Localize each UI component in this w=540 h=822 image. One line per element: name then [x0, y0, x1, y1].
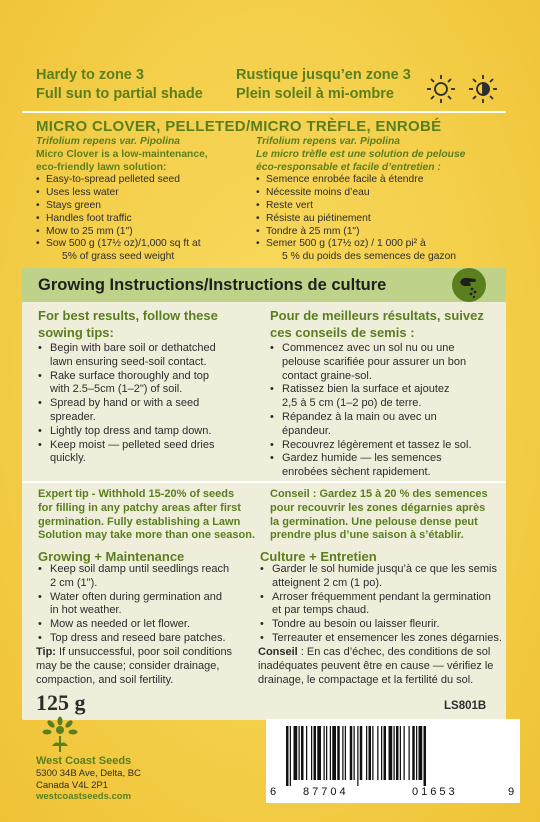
list-item: • Répandez à la main ou avec un épandeur. [270, 411, 506, 439]
tip-line: inadéquates peuvent être en cause — vérifiez le [258, 659, 494, 672]
address-line-2: Canada V4L 2P1 [36, 779, 109, 791]
features-list-fr [256, 174, 506, 264]
intro-en-1: Micro Clover is a low-maintenance, [36, 148, 208, 160]
expert-tip-en [38, 488, 260, 543]
barcode-bar [366, 726, 367, 780]
seed-hand-icon [452, 268, 486, 302]
sun-fr: Plein soleil à mi-ombre [236, 86, 394, 102]
sun-exposure-icons [424, 72, 504, 106]
barcode-digits-right: 01653 [412, 786, 458, 798]
list-item-continued: 5 % du poids des semences de gazon [282, 251, 457, 263]
barcode-digit-last: 9 [508, 786, 515, 798]
barcode-bar [314, 726, 317, 780]
heading-line: ces conseils de semis : [270, 324, 415, 340]
barcode-bar [424, 726, 427, 786]
tip-line: la germination. Une pelouse dense peut [270, 515, 478, 528]
list-item: • Top dress and reseed bare patches. [38, 632, 260, 646]
latin-name-en: Trifolium repens var. Pipolina [36, 136, 181, 147]
sun-icon [427, 75, 455, 103]
barcode-bar [311, 726, 312, 780]
list-item: • Arroser fréquemment pendant la germination et par temps chaud. [260, 591, 506, 619]
barcode-bar [396, 726, 399, 780]
sowing-tips-heading-fr [270, 308, 506, 341]
tip-line: pour recouvrir les zones dégarnies après [270, 501, 486, 514]
list-item: • Keep soil damp until seedlings reach 2 cm (1"). [38, 563, 260, 591]
list-item: • Semence enrobée facile à étendre [256, 174, 506, 187]
header-fr [236, 66, 411, 104]
barcode-digits-left: 87704 [303, 786, 349, 798]
heading-line: For best results, follow these [38, 308, 218, 323]
list-item: • Garder le sol humide jusqu’à ce que les semis atteignent 2 cm (1 po). [260, 563, 506, 591]
list-item: • Mow as needed or let flower. [38, 618, 260, 632]
address-line-1: 5300 34B Ave, Delta, BC [36, 767, 141, 779]
list-item: • Easy-to-spread pelleted seed [36, 174, 258, 187]
sowing-tips-heading-en [38, 308, 260, 341]
hardiness-fr: Rustique jusqu’en zone 3 [236, 67, 411, 83]
barcode-bar [372, 726, 373, 780]
tip-line: compaction, and soil fertility. [36, 673, 174, 686]
list-item: • Résiste au piétinement [256, 213, 506, 226]
section-divider [22, 481, 506, 483]
barcode-bar [409, 726, 410, 780]
barcode-bar [342, 726, 343, 780]
barcode-bar [299, 726, 300, 780]
heading-line: Pour de meilleurs résultats, suivez [270, 308, 484, 323]
barcode-bar [317, 726, 321, 780]
hardiness-en: Hardy to zone 3 [36, 67, 144, 83]
tip-line: : En cas d’échec, des conditions de sol [297, 646, 491, 658]
tip-line: - Withhold 15-20% of seeds [88, 488, 235, 500]
barcode-digit-first: 6 [270, 786, 277, 798]
tip-line: germination. Fully establishing a Lawn [38, 515, 241, 528]
company-website[interactable]: westcoastseeds.com [36, 791, 132, 803]
barcode-bar [290, 726, 291, 786]
company-name: West Coast Seeds [36, 755, 132, 767]
list-item: • Sow 500 g (17½ oz)/1,000 sq ft at [36, 238, 258, 251]
barcode-bar [354, 726, 355, 780]
sun-en: Full sun to partial shade [36, 86, 203, 102]
list-item: • Water often during germination and in hot weather. [38, 591, 260, 619]
barcode-bar [301, 726, 304, 780]
tip-en [36, 646, 260, 687]
barcode-bar [416, 726, 417, 780]
header-divider [22, 111, 506, 113]
product-description-en [36, 136, 258, 264]
list-item: • Recouvrez légèrement et tassez le sol. [270, 439, 506, 453]
barcode-bar [330, 726, 331, 780]
barcode-bar [332, 726, 336, 780]
barcode-bar [350, 726, 353, 780]
tip-line: drainage, le compactage et la fertilité du sol. [258, 673, 474, 686]
list-item: • Uses less water [36, 187, 258, 200]
maintenance-heading-en: Growing + Maintenance [38, 549, 185, 564]
barcode-bar [381, 726, 382, 780]
list-item: • Nécessite moins d’eau [256, 187, 506, 200]
barcode-bar [394, 726, 395, 780]
latin-name-fr: Trifolium repens var. Pipolina [256, 136, 401, 147]
list-item: • Reste vert [256, 200, 506, 213]
list-item: • Commencez avec un sol nu ou une pelouse scarifiée pour assurer un bon contact graine-sol. [270, 342, 506, 383]
partial-shade-icon [469, 75, 497, 103]
tip-label: Tip: [36, 646, 56, 658]
list-item: • Terreauter et ensemencer les zones dégarnies. [260, 632, 506, 646]
barcode [284, 726, 502, 786]
list-item: • Spread by hand or with a seed spreader. [38, 397, 260, 425]
tip-label: Conseil [258, 646, 298, 658]
barcode-bar [384, 726, 387, 780]
expert-tip-label: Expert tip [38, 488, 89, 500]
barcode-bar [306, 726, 307, 780]
barcode-bar [389, 726, 393, 780]
product-description-fr [256, 136, 506, 264]
tip-line: for filling in any patchy areas after first [38, 501, 241, 514]
list-item: • Lightly top dress and tamp down. [38, 425, 260, 439]
maintenance-list-en [38, 563, 260, 646]
barcode-bar [360, 726, 363, 780]
sowing-tips-fr [270, 342, 506, 480]
list-item: • Ratissez bien la surface et ajoutez 2,5 à 5 cm (1–2 po) de terre. [270, 383, 506, 411]
maintenance-list-fr [260, 563, 506, 646]
tip-line: Conseil : Gardez 15 à 20 % des semences [270, 488, 488, 500]
sowing-tips-en [38, 342, 260, 466]
tip-line: Solution may take more than one season. [38, 529, 255, 542]
list-item: • Tondre au besoin ou laisser fleurir. [260, 618, 506, 632]
growing-instructions-title: Growing Instructions/Instructions de culture [38, 276, 387, 294]
barcode-bar [412, 726, 415, 780]
barcode-bar [400, 726, 401, 780]
barcode-bar [419, 726, 423, 780]
intro-fr-2: éco-responsable et facile d’entretien : [256, 161, 441, 173]
list-item-continued: 5% of grass seed weight [62, 251, 175, 263]
tip-fr [258, 646, 508, 687]
barcode-bar [369, 726, 372, 780]
sku-code: LS801B [444, 700, 487, 712]
list-item: • Gardez humide — les semences enrobées sèchent rapidement. [270, 452, 506, 480]
list-item: • Handles foot traffic [36, 213, 258, 226]
expert-tip-fr [270, 488, 506, 543]
list-item: • Mow to 25 mm (1") [36, 226, 258, 239]
barcode-bar [377, 726, 378, 780]
barcode-bar [357, 726, 358, 786]
barcode-bar [404, 726, 405, 780]
barcode-bar [345, 726, 346, 780]
intro-en-2: eco-friendly lawn solution: [36, 161, 167, 173]
list-item: • Rake surface thoroughly and top with 2.5–5cm (1–2") of soil. [38, 370, 260, 398]
barcode-bar [337, 726, 340, 780]
barcode-bar [326, 726, 327, 780]
tip-line: may be the cause; consider drainage, [36, 659, 220, 672]
list-item: • Begin with bare soil or dethatched lawn ensuring seed-soil contact. [38, 342, 260, 370]
barcode-bar [294, 726, 298, 780]
net-weight: 125 g [36, 690, 86, 715]
intro-fr-1: Le micro trèfle est une solution de pelouse [256, 148, 466, 160]
tip-line: prendre plus d’une saison à s’établir. [270, 529, 464, 542]
product-title: MICRO CLOVER, PELLETED/MICRO TRÈFLE, ENROBÉ [36, 118, 442, 135]
list-item: • Keep moist — pelleted seed dries quickly. [38, 439, 260, 467]
heading-line: sowing tips: [38, 324, 114, 340]
company-info [36, 756, 141, 803]
list-item: • Semer 500 g (17½ oz) / 1 000 pi² à [256, 238, 506, 251]
list-item: • Tondre à 25 mm (1") [256, 226, 506, 239]
company-logo-icon [40, 716, 80, 754]
header-en [36, 66, 203, 104]
maintenance-heading-fr: Culture + Entretien [260, 549, 377, 564]
list-item: • Stays green [36, 200, 258, 213]
features-list-en [36, 174, 258, 264]
barcode-bar [286, 726, 289, 786]
barcode-bar [324, 726, 325, 780]
tip-line: If unsuccessful, poor soil conditions [55, 646, 233, 658]
